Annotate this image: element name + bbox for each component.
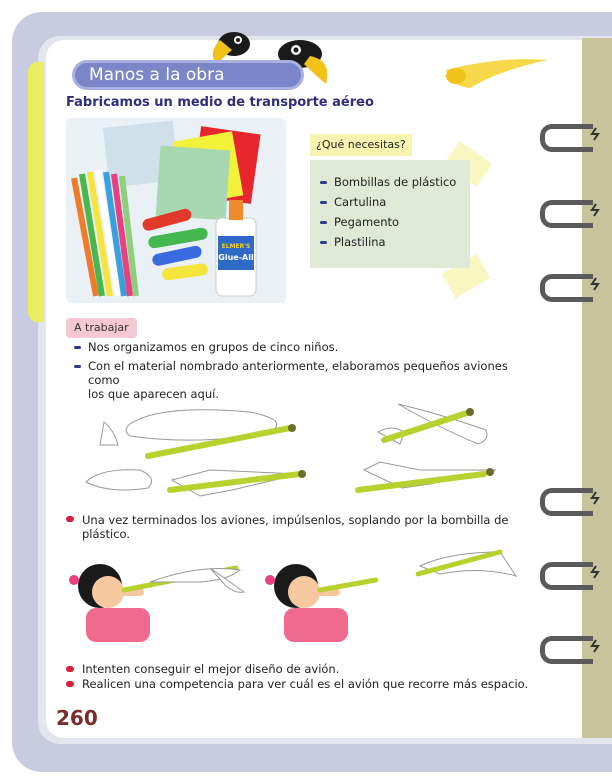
needs-item-label: Bombillas de plástico <box>334 175 457 189</box>
work-bullet-text: los que aparecen aquí. <box>88 387 219 401</box>
section-subtitle: Fabricamos un medio de transporte aéreo <box>66 95 374 110</box>
needs-item-label: Pegamento <box>334 215 400 229</box>
red-bullet-icon <box>66 666 74 672</box>
step2-line2: plástico. <box>82 527 131 541</box>
needs-item-label: Plastilina <box>334 235 386 249</box>
glue-brand-label: ELMER'S <box>221 243 251 250</box>
needs-heading: ¿Qué necesitas? <box>310 134 412 156</box>
closing-line1: Intenten conseguir el mejor diseño de avión. <box>82 662 340 676</box>
work-bullet-text: Nos organizamos en grupos de cinco niños. <box>88 340 339 354</box>
red-bullet-icon <box>66 681 74 687</box>
closing-line2: Realicen una competencia para ver cuál es el avión que recorre más espacio. <box>82 677 529 691</box>
work-bullet-text: Con el material nombrado anteriormente, elaboramos pequeños aviones como <box>88 359 508 387</box>
child-illustration <box>69 564 150 642</box>
needs-item-label: Cartulina <box>334 195 387 209</box>
child-illustration <box>265 564 348 642</box>
work-heading: A trabajar <box>66 318 137 338</box>
page-number: 260 <box>56 706 98 730</box>
step2-line1: Una vez terminados los aviones, impúlsenlos, soplando por la bombilla de <box>82 513 509 527</box>
page-title: Manos a la obra <box>72 60 304 90</box>
glue-product-label: Glue-All <box>218 253 254 262</box>
